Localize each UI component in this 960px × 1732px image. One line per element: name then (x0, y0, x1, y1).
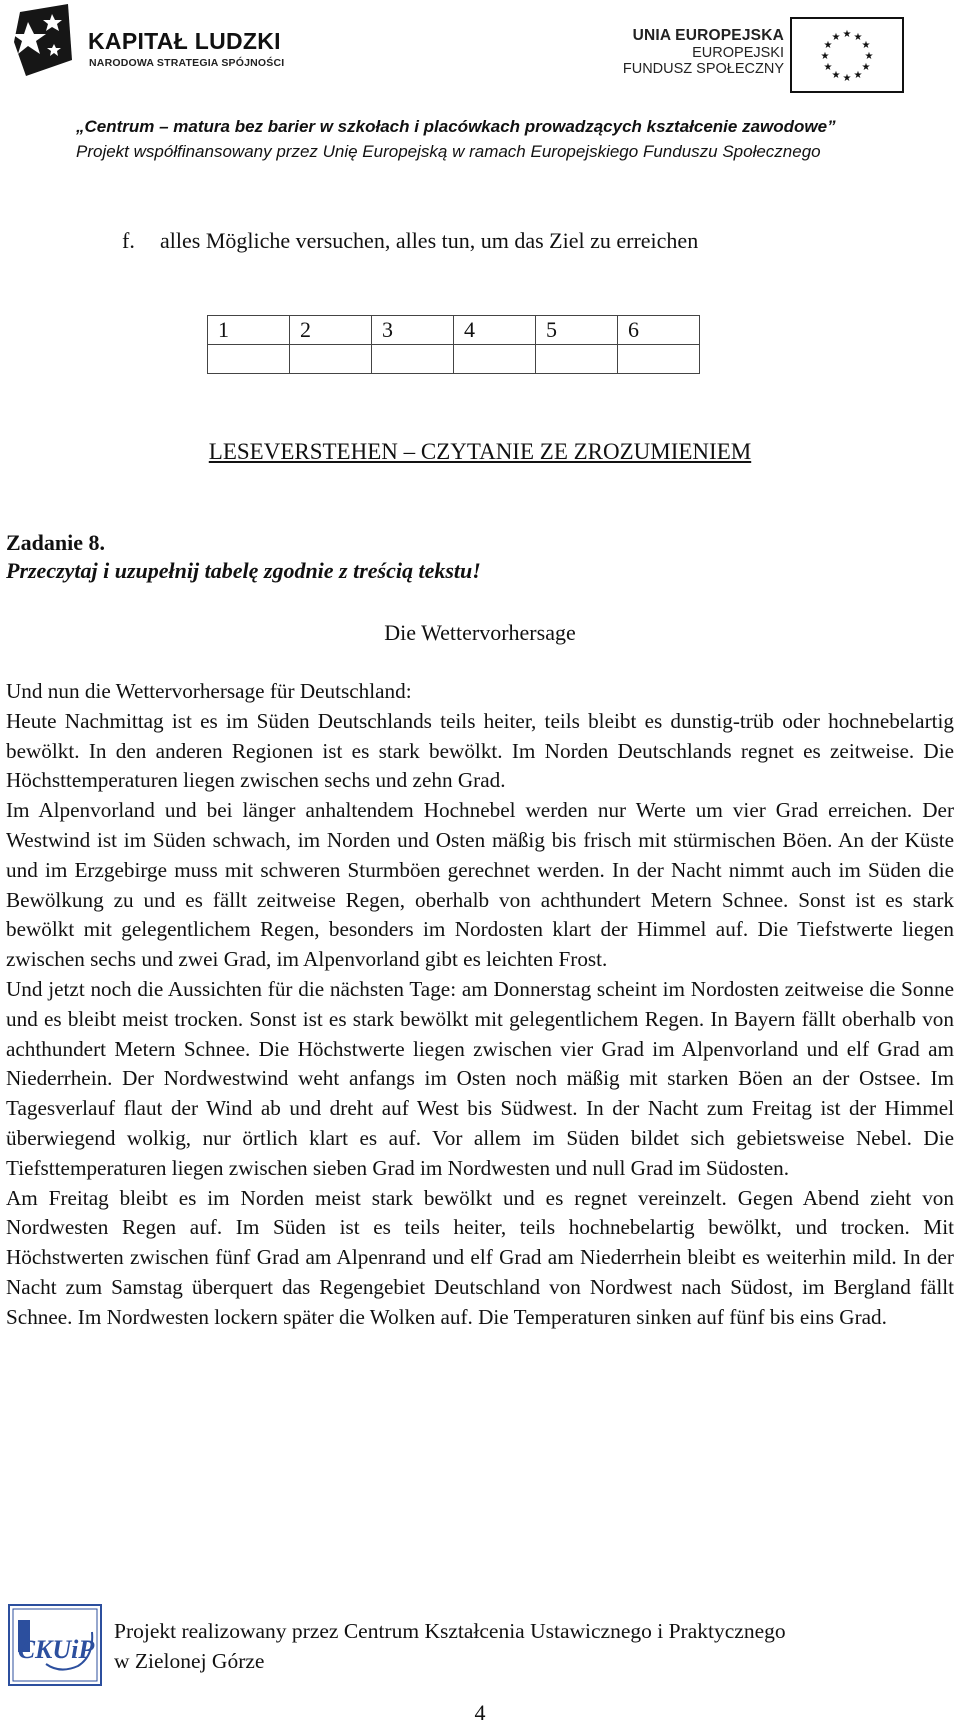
answer-number: 6 (618, 316, 700, 345)
answer-cell[interactable] (618, 345, 700, 374)
svg-text:★: ★ (861, 62, 871, 73)
svg-text:★: ★ (842, 73, 852, 84)
prev-item (122, 228, 698, 254)
svg-text:★: ★ (853, 32, 863, 43)
eu-line-3: FUNDUSZ SPOŁECZNY (622, 61, 784, 77)
ckup-logo (8, 1604, 102, 1686)
svg-text:★: ★ (853, 70, 863, 81)
paragraph: Im Alpenvorland und bei länger anhaltendem Hochnebel werden nur Werte um vier Grad erreichen. Der Westwind ist im Süden schwach, im Norden und Osten mäßig bis frisch mit stürmischen Böen. An der Küste und im Erzgebirge muss mit schweren Sturmböen gerechnet werden. In der Nacht nimmt auch im Süden die Bewölkung zu und es fällt zeitweise Regen, oberhalb von achthundert Metern Schnee. Sonst ist es stark bewölkt mit gelegentlichem Regen, besonders im Nordosten klart der Himmel auf. Die Tiefstwerte liegen zwischen sechs und zwei Grad, im Alpenvorland gibt es leichten Frost. (6, 798, 954, 972)
answer-cell[interactable] (372, 345, 454, 374)
paragraph: Am Freitag bleibt es im Norden meist stark bewölkt und es regnet vereinzelt. Gegen Abend zieht von Nordwesten Regen auf. Im Süden ist es teils heiter, teils hochnebelartig bewölkt, und trocken. Mit Höchstwerten zwischen fünf Grad am Alpenrand und elf Grad am Niederrhein bleibt es weiterhin mild. In der Nacht zum Samstag überquert das Regengebiet Deutschland von Nordwest nach Südost, im Bergland fällt Schnee. Im Nordwesten lockern später die Wolken auf. Die Temperaturen sinken auf fünf bis eins Grad. (6, 1185, 954, 1329)
eu-line-1: UNIA EUROPEJSKA (632, 27, 784, 44)
svg-text:★: ★ (842, 29, 852, 40)
ckup-logo-text: CKUiP (17, 1635, 95, 1664)
answer-cell[interactable] (536, 345, 618, 374)
svg-text:★: ★ (823, 62, 833, 73)
answer-cell[interactable] (454, 345, 536, 374)
task-label: Zadanie 8. (6, 530, 106, 555)
footer-line-2: w Zielonej Górze (114, 1649, 265, 1673)
footer-line-1: Projekt realizowany przez Centrum Kształcenia Ustawicznego i Praktycznego (114, 1619, 786, 1643)
kl-title: KAPITAŁ LUDZKI (88, 28, 281, 54)
reading-text (6, 677, 954, 1333)
eu-line-2: EUROPEJSKI (692, 45, 784, 61)
project-cofinancing: Projekt współfinansowany przez Unię Europejską w ramach Europejskiego Funduszu Społecznego (76, 142, 821, 161)
svg-text:★: ★ (861, 40, 871, 51)
answer-number: 5 (536, 316, 618, 345)
svg-text:★: ★ (823, 40, 833, 51)
paragraph: Und nun die Wettervorhersage für Deutschland: (6, 679, 412, 703)
prev-item-label: f. (122, 228, 135, 253)
kapital-ludzki-logo (12, 4, 74, 76)
answer-number: 1 (208, 316, 290, 345)
answer-table-header-row (208, 316, 700, 345)
answer-cell[interactable] (208, 345, 290, 374)
svg-text:★: ★ (820, 51, 830, 62)
paragraph: Und jetzt noch die Aussichten für die nächsten Tage: am Donnerstag scheint im Nordosten zeitweise die Sonne und es bleibt meist trocken. Sonst ist es stark bewölkt mit gelegentlichem Regen. In Bayern fällt oberhalb von achthundert Metern Schnee. Die Höchstwerte liegen zwischen vier Grad im Alpenvorland und elf Grad am Niederrhein. Der Nordwestwind weht anfangs im Osten noch mäßig mit starken Böen an der Ostsee. Im Tagesverlauf flaut der Wind ab und dreht auf West bis Südwest. In der Nacht zum Freitag ist der Himmel überwiegend wolkig, nur örtlich klart es auf. Vor allem im Süden bildet sich gebietsweise Nebel. Die Tiefsttemperaturen liegen zwischen sieben Grad im Nordwesten und null Grad im Südosten. (6, 976, 954, 1180)
prev-item-text: alles Mögliche versuchen, alles tun, um das Ziel zu erreichen (160, 228, 699, 253)
svg-text:★: ★ (831, 32, 841, 43)
eu-label (623, 27, 784, 77)
answer-number: 4 (454, 316, 536, 345)
paragraph: Heute Nachmittag ist es im Süden Deutschlands teils heiter, teils bleibt es dunstig-trüb oder hochnebelartig bewölkt. In den anderen Regionen ist es stark bewölkt. Im Norden Deutschlands regnet es zeitweise. Die Höchsttemperaturen liegen zwischen sechs und zehn Grad. (6, 708, 954, 793)
answer-table-answer-row (208, 345, 700, 374)
answer-cell[interactable] (290, 345, 372, 374)
svg-text:★: ★ (864, 51, 874, 62)
answer-number: 3 (372, 316, 454, 345)
text-title: Die Wettervorhersage (384, 620, 576, 645)
task-instruction: Przeczytaj i uzupełnij tabelę zgodnie z treścią tekstu! (6, 558, 481, 583)
svg-text:★: ★ (831, 70, 841, 81)
answer-number: 2 (290, 316, 372, 345)
section-title: LESEVERSTEHEN – CZYTANIE ZE ZROZUMIENIEM (208, 439, 752, 464)
eu-flag-icon (790, 17, 904, 93)
kl-subtitle: NARODOWA STRATEGIA SPÓJNOŚCI (89, 57, 285, 69)
answer-table (207, 315, 700, 374)
project-title: „Centrum – matura bez barier w szkołach i placówkach prowadzących kształcenie zawodowe” (76, 117, 836, 136)
page-number: 4 (474, 1700, 486, 1725)
footer-text (114, 1616, 786, 1676)
